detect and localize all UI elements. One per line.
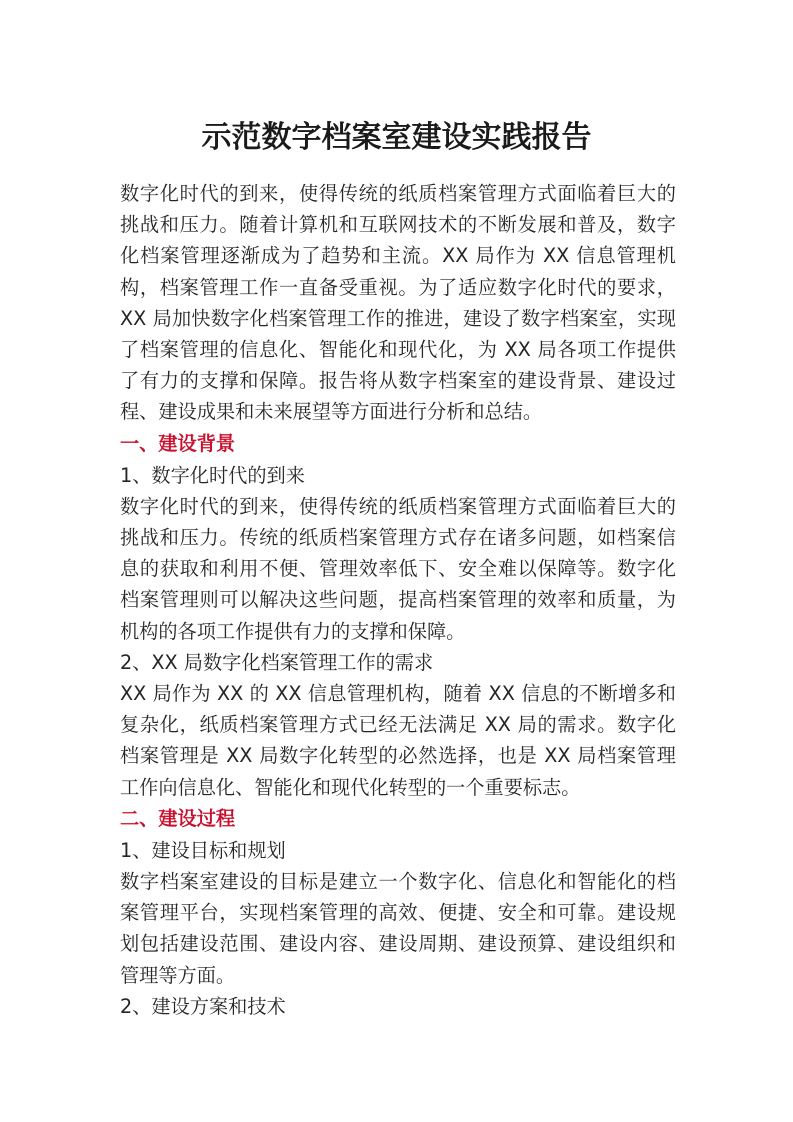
paragraph-bureau-needs: XX 局作为 XX 的 XX 信息管理机构，随着 XX 信息的不断增多和复杂化，纸质档案管理方式已经无法满足 XX 局的需求。数字化档案管理是 XX 局数字化转型的必然选择，也是 XX 局档案管理工作向信息化、智能化和现代化转型的一个重要标志。 <box>120 682 676 799</box>
document-body <box>120 178 676 1022</box>
intro-paragraph: 数字化时代的到来，使得传统的纸质档案管理方式面临着巨大的挑战和压力。随着计算机和互联网技术的不断发展和普及，数字化档案管理逐渐成为了趋势和主流。XX 局作为 XX 信息管理机构，档案管理工作一直备受重视。为了适应数字化时代的要求，XX 局加快数字化档案管理工作的推进，建设了数字档案室，实现了档案管理的信息化、智能化和现代化，为 XX 局各项工作提供了有力的支撑和保障。报告将从数字档案室的建设背景、建设过程、建设成果和未来展望等方面进行分析和总结。 <box>120 182 676 424</box>
document-title: 示范数字档案室建设实践报告 <box>201 120 592 155</box>
section-heading-process: 二、建设过程 <box>120 806 236 830</box>
subsection-title-bureau-needs: 2、XX 局数字化档案管理工作的需求 <box>120 650 434 674</box>
section-heading-background: 一、建设背景 <box>120 431 236 455</box>
paragraph-goals: 数字档案室建设的目标是建立一个数字化、信息化和智能化的档案管理平台，实现档案管理的高效、便捷、安全和可靠。建设规划包括建设范围、建设内容、建设周期、建设预算、建设组织和管理等方面。 <box>120 870 676 987</box>
subsection-title-goals: 1、建设目标和规划 <box>120 838 286 862</box>
subsection-title-plan-tech: 2、建设方案和技术 <box>120 994 286 1018</box>
subsection-title-digital-era: 1、数字化时代的到来 <box>120 463 305 487</box>
paragraph-digital-era: 数字化时代的到来，使得传统的纸质档案管理方式面临着巨大的挑战和压力。传统的纸质档案管理方式存在诸多问题，如档案信息的获取和利用不便、管理效率低下、安全难以保障等。数字化档案管理则可以解决这些问题，提高档案管理的效率和质量，为机构的各项工作提供有力的支撑和保障。 <box>120 494 676 643</box>
